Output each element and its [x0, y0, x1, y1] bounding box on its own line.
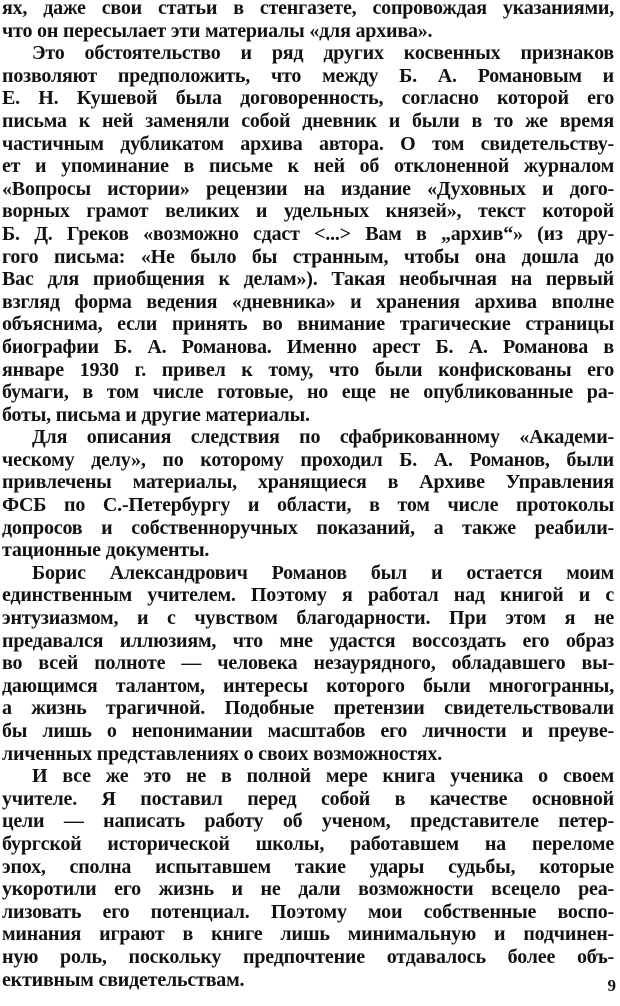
text-line: позволяют предположить, что между Б. А. Романовым и [2, 64, 614, 87]
text-line: укоротили его жизнь и не дали возможности всецело реа- [2, 878, 614, 901]
text-line: бумаги, в том числе готовые, но еще не опубликованные ра- [2, 381, 614, 404]
text-line: Борис Александрович Романов был и остается моим [32, 561, 614, 584]
text-line: предавался иллюзиям, что мне удастся воссоздать его образ [2, 629, 614, 652]
text-line: биографии Б. А. Романова. Именно арест Б. А. Романова в [2, 335, 614, 358]
text-line: ворных грамот великих и удельных князей», текст которой [2, 200, 614, 223]
text-line: допросов и собственноручных показаний, а также реабили- [2, 516, 614, 539]
text-line: ческому делу», по которому проходил Б. А. Романов, были [2, 448, 614, 471]
text-line: «Вопросы истории» рецензии на издание «Духовных и дого- [2, 177, 614, 200]
text-line: цели — написать работу об ученом, представителе петер- [2, 810, 614, 833]
text-line: тационные документы. [2, 539, 210, 562]
page-number: 9 [607, 976, 616, 995]
text-line: минания играют в книге лишь минимальную и подчинен- [2, 923, 614, 946]
text-line: ную роль, поскольку предпочтение отдавалось более объ- [2, 945, 614, 968]
text-line: взгляд форма ведения «дневника» и хранения архива вполне [2, 290, 614, 313]
text-line: Вас для приобщения к делам»). Такая необычная на первый [2, 268, 614, 291]
text-line: личенных представлениях о своих возможностях. [2, 742, 443, 765]
text-line: январе 1930 г. привел к тому, что были конфискованы его [2, 358, 614, 381]
text-line: бы лишь о непонимании масштабов его личности и преуве- [2, 720, 614, 742]
text-line: гого письма: «Не было бы странным, чтобы она дошла до [2, 245, 614, 268]
text-line: ях, даже свои статьи в стенгазете, сопровождая указаниями, [2, 0, 614, 19]
text-line: привлечены материалы, хранящиеся в Архиве Управления [2, 471, 614, 494]
text-line: что он пересылает эти материалы «для архива». [2, 19, 433, 42]
text-line: Б. Д. Греков «возможно сдаст <...> Вам в „архив“» (из дру- [2, 222, 614, 245]
body-text [2, 0, 614, 991]
text-line: ективным свидетельствам. [2, 968, 245, 991]
text-line: боты, письма и другие материалы. [2, 403, 310, 426]
text-line: частичным дубликатом архива автора. О том свидетельству- [2, 132, 614, 155]
text-line: Для описания следствия по сфабрикованному «Академи- [32, 426, 614, 449]
text-line: объяснима, если принять во внимание трагические страницы [2, 313, 614, 336]
text-line: бургской исторической школы, работавшем на переломе [2, 832, 614, 855]
text-line: ет и упоминание в письме к ней об отклоненной журналом [2, 155, 614, 178]
text-line: а жизнь трагичной. Подобные претензии свидетельствовали [2, 697, 614, 720]
text-line: Это обстоятельство и ряд других косвенных признаков [32, 42, 614, 65]
text-line: энтузиазмом, и с чувством благодарности. При этом я не [2, 607, 614, 630]
text-line: Е. Н. Кушевой была договоренность, согласно которой его [2, 87, 614, 110]
text-line: во всей полноте — человека незаурядного, обладавшего вы- [2, 652, 614, 675]
text-line: письма к ней заменяли собой дневник и были в то же время [2, 109, 614, 132]
text-line: учителе. Я поставил перед собой в качестве основной [2, 787, 614, 810]
text-line: И все же это не в полной мере книга ученика о своем [32, 765, 614, 788]
text-line: лизовать его потенциал. Поэтому мои собственные воспо- [2, 900, 614, 923]
text-line: дающимся талантом, интересы которого были многогранны, [2, 674, 614, 697]
text-line: единственным учителем. Поэтому я работал над книгой и с [2, 584, 614, 607]
text-line: ФСБ по С.-Петербургу и области, в том числе протоколы [2, 494, 614, 517]
text-line: эпох, сполна испытавшем такие удары судьбы, которые [2, 855, 614, 878]
